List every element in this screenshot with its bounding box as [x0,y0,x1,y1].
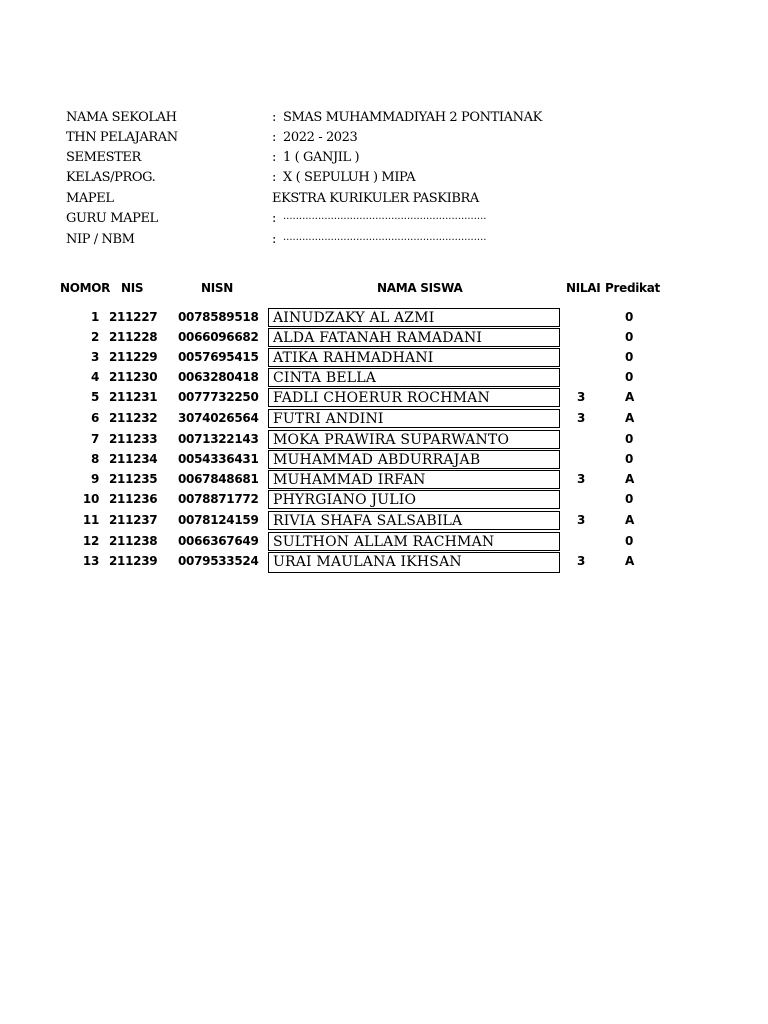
cell-nisn: 0063280418 [178,370,259,384]
name-cell [268,470,560,489]
info-separator: : [272,170,276,185]
cell-no: 10 [82,492,99,506]
table-row [0,308,768,328]
cell-no: 13 [82,554,99,568]
info-row-semester [66,150,586,170]
table-row [0,490,768,510]
cell-nama: SULTHON ALLAM RACHMAN [273,534,495,550]
cell-no: 1 [90,310,99,324]
cell-nisn: 0078589518 [178,310,259,324]
name-cell [268,532,560,551]
cell-no: 9 [90,472,99,486]
cell-nilai: 3 [577,513,586,527]
cell-nama: MUHAMMAD ABDURRAJAB [273,452,481,468]
cell-nis: 211233 [109,432,158,446]
info-value: 2022 - 2023 [283,130,358,145]
info-value: X ( SEPULUH ) MIPA [283,170,416,185]
cell-nisn: 0066096682 [178,330,259,344]
info-value: 1 ( GANJIL ) [283,150,360,165]
cell-nis: 211229 [109,350,158,364]
cell-no: 3 [90,350,99,364]
cell-predikat: A [625,513,634,527]
info-label: NAMA SEKOLAH [66,110,177,125]
cell-nisn: 0067848681 [178,472,259,486]
info-row-thn-pelajaran [66,130,586,150]
name-cell [268,368,560,387]
name-cell [268,490,560,509]
cell-nis: 211237 [109,513,158,527]
table-row [0,532,768,552]
cell-no: 11 [82,513,99,527]
info-label: SEMESTER [66,150,141,165]
cell-nama: MUHAMMAD IRFAN [273,472,426,488]
name-cell [268,409,560,428]
info-value: SMAS MUHAMMADIYAH 2 PONTIANAK [283,110,542,125]
info-separator: : [272,110,276,125]
cell-nama: URAI MAULANA IKHSAN [273,554,462,570]
info-row-mapel [66,191,586,211]
cell-nama: CINTA BELLA [273,370,377,386]
cell-nis: 211239 [109,554,158,568]
cell-nisn: 3074026564 [178,411,259,425]
cell-nis: 211232 [109,411,158,425]
cell-nisn: 0079533524 [178,554,259,568]
cell-no: 5 [90,390,99,404]
cell-nama: PHYRGIANO JULIO [273,492,417,508]
cell-predikat: A [625,472,634,486]
info-row-kelas [66,170,586,190]
cell-nama: ATIKA RAHMADHANI [273,350,434,366]
table-row [0,388,768,408]
cell-no: 4 [90,370,99,384]
cell-predikat: 0 [625,432,634,446]
cell-nilai: 3 [577,472,586,486]
info-label: THN PELAJARAN [66,130,178,145]
name-cell [268,348,560,367]
cell-nis: 211227 [109,310,158,324]
cell-predikat: A [625,390,634,404]
table-row [0,450,768,470]
name-cell [268,450,560,469]
info-row-guru-mapel [66,211,586,231]
cell-nama: MOKA PRAWIRA SUPARWANTO [273,432,510,448]
info-label: GURU MAPEL [66,211,158,226]
cell-nama: ALDA FATANAH RAMADANI [273,330,483,346]
info-row-nama-sekolah [66,110,586,130]
cell-nama: AINUDZAKY AL AZMI [273,310,435,326]
cell-nis: 211236 [109,492,158,506]
cell-predikat: 0 [625,330,634,344]
table-row [0,511,768,531]
cell-nilai: 3 [577,411,586,425]
info-row-nip [66,232,586,252]
table-row [0,368,768,388]
header-nomor: NOMOR [60,281,111,295]
cell-no: 2 [90,330,99,344]
info-value: EKSTRA KURIKULER PASKIBRA [272,191,479,206]
cell-predikat: 0 [625,492,634,506]
table-row [0,409,768,429]
cell-nisn: 0054336431 [178,452,259,466]
cell-nilai: 3 [577,390,586,404]
cell-predikat: A [625,554,634,568]
header-nama-siswa: NAMA SISWA [377,281,463,295]
info-separator: : [272,150,276,165]
cell-nis: 211230 [109,370,158,384]
cell-nilai: 3 [577,554,586,568]
cell-nisn: 0066367649 [178,534,259,548]
table-row [0,470,768,490]
info-separator: : [272,130,276,145]
cell-nisn: 0071322143 [178,432,259,446]
name-cell [268,308,560,327]
header-nis: NIS [121,281,144,295]
name-cell [268,328,560,347]
cell-nis: 211231 [109,390,158,404]
header-nisn: NISN [201,281,233,295]
info-label: NIP / NBM [66,232,135,247]
cell-nisn: 0057695415 [178,350,259,364]
info-separator: : [272,211,276,226]
cell-no: 8 [90,452,99,466]
table-row [0,328,768,348]
cell-nis: 211234 [109,452,158,466]
header-predikat: Predikat [605,281,660,295]
cell-nisn: 0077732250 [178,390,259,404]
info-label: MAPEL [66,191,114,206]
cell-predikat: 0 [625,350,634,364]
name-cell [268,430,560,449]
cell-no: 6 [90,411,99,425]
table-row [0,348,768,368]
cell-nama: RIVIA SHAFA SALSABILA [273,513,463,529]
cell-nama: FADLI CHOERUR ROCHMAN [273,390,490,406]
cell-predikat: 0 [625,452,634,466]
cell-nama: FUTRI ANDINI [273,411,384,427]
cell-nisn: 0078871772 [178,492,259,506]
header-nilai: NILAI [566,281,601,295]
cell-nis: 211238 [109,534,158,548]
cell-no: 7 [90,432,99,446]
cell-predikat: A [625,411,634,425]
info-label: KELAS/PROG. [66,170,156,185]
info-value: ................................................................ [283,232,487,243]
cell-predikat: 0 [625,310,634,324]
table-row [0,430,768,450]
cell-nis: 211228 [109,330,158,344]
name-cell [268,388,560,407]
name-cell [268,511,560,530]
info-value: ................................................................ [283,211,487,222]
cell-predikat: 0 [625,370,634,384]
cell-nis: 211235 [109,472,158,486]
cell-predikat: 0 [625,534,634,548]
name-cell [268,552,560,573]
cell-no: 12 [82,534,99,548]
info-separator: : [272,232,276,247]
table-row [0,552,768,572]
cell-nisn: 0078124159 [178,513,259,527]
